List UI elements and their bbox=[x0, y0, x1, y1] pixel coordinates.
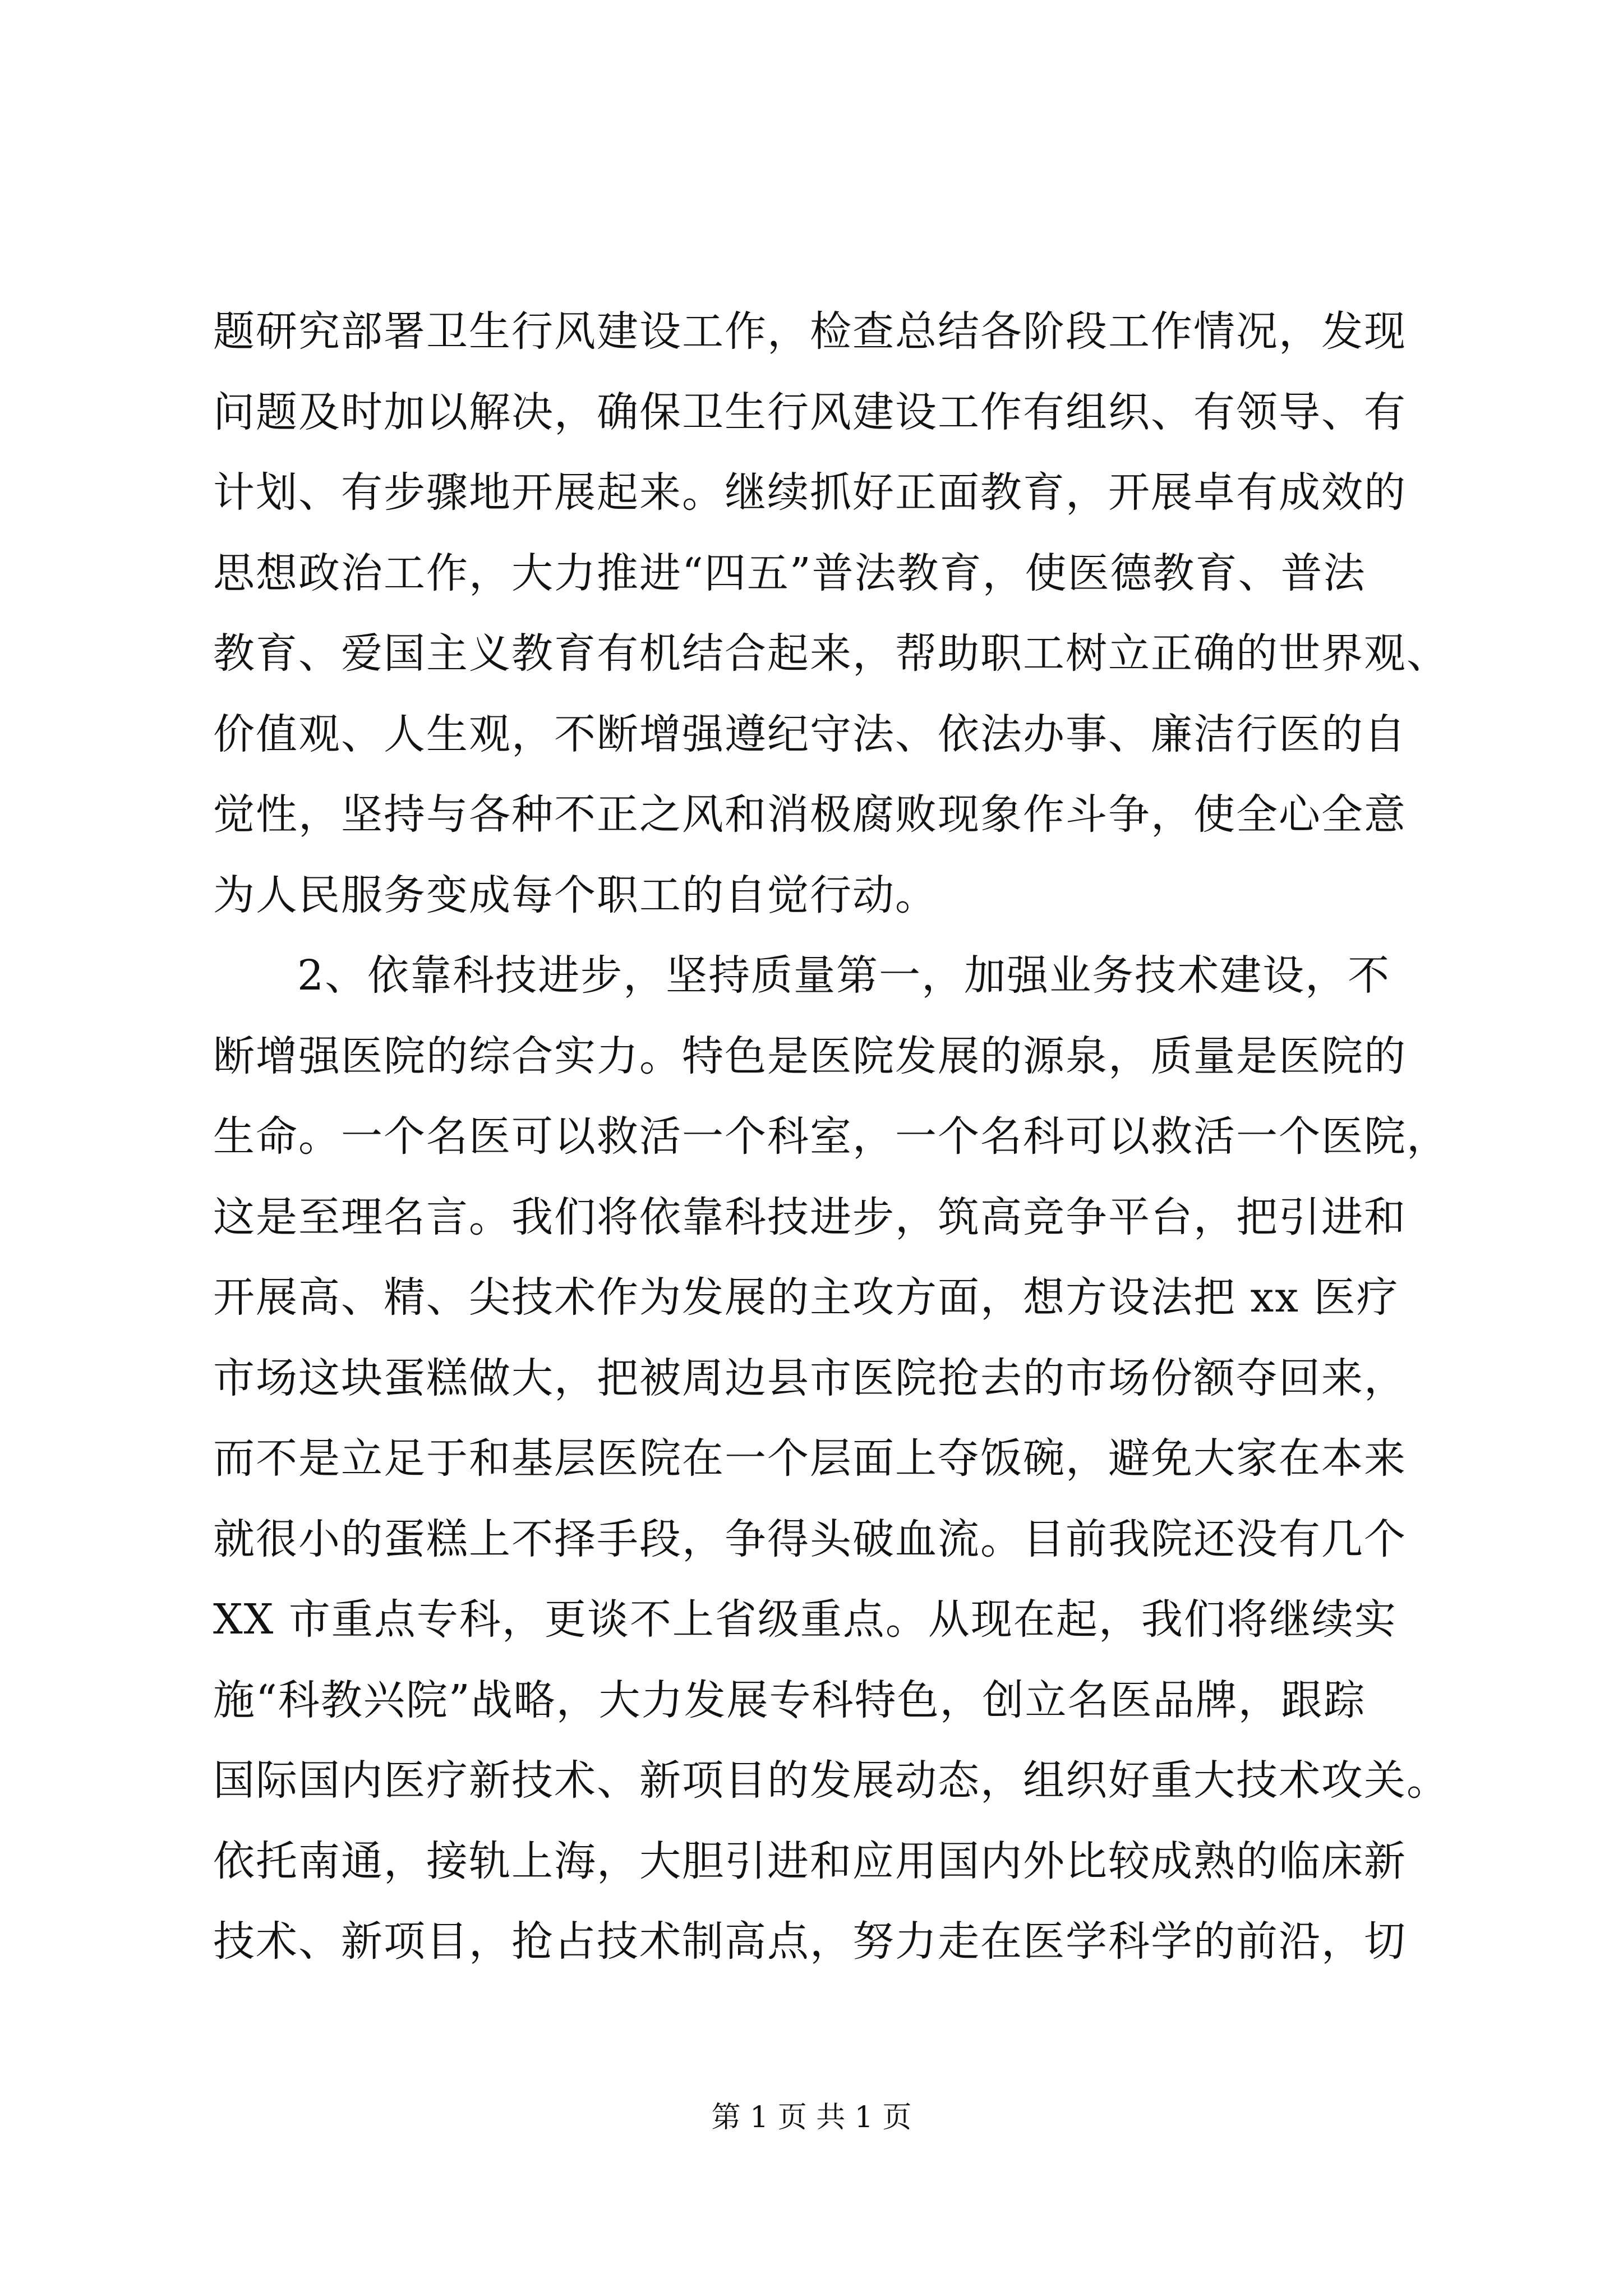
document-body bbox=[213, 292, 1449, 1982]
text-line: 这是至理名言。我们将依靠科技进步，筑高竞争平台，把引进和 bbox=[213, 1193, 1407, 1241]
page-footer bbox=[0, 2098, 1623, 2137]
text-line: 价值观、人生观，不断增强遵纪守法、依法办事、廉洁行医的自 bbox=[213, 710, 1407, 758]
text-line: 就很小的蛋糕上不择手段，争得头破血流。目前我院还没有几个 bbox=[213, 1515, 1407, 1563]
text-line: 题研究部署卫生行风建设工作，检查总结各阶段工作情况，发现 bbox=[213, 307, 1407, 356]
paragraph-1 bbox=[213, 292, 1449, 936]
text-line: 施“科教兴院”战略，大力发展专科特色，创立名医品牌，跟踪 bbox=[213, 1676, 1366, 1724]
page-number: 第 1 页 共 1 页 bbox=[711, 2101, 912, 2134]
text-line: 生命。一个名医可以救活一个科室，一个名科可以救活一个医院， bbox=[213, 1112, 1449, 1161]
text-line: 开展高、精、尖技术作为发展的主攻方面，想方设法把 xx 医疗 bbox=[213, 1273, 1399, 1322]
text-line: 而不是立足于和基层医院在一个层面上夺饭碗，避免大家在本来 bbox=[213, 1434, 1407, 1483]
text-line: 依托南通，接轨上海，大胆引进和应用国内外比较成熟的临床新 bbox=[213, 1837, 1407, 1885]
text-line: 教育、爱国主义教育有机结合起来，帮助职工树立正确的世界观、 bbox=[213, 629, 1449, 678]
text-line: 为人民服务变成每个职工的自觉行动。 bbox=[213, 871, 938, 919]
text-line: 问题及时加以解决，确保卫生行风建设工作有组织、有领导、有 bbox=[213, 388, 1407, 436]
text-line: 思想政治工作，大力推进“四五”普法教育，使医德教育、普法 bbox=[213, 549, 1366, 597]
text-line: XX 市重点专科，更谈不上省级重点。从现在起，我们将继续实 bbox=[213, 1595, 1397, 1644]
paragraph-2 bbox=[213, 936, 1449, 1982]
text-line: 国际国内医疗新技术、新项目的发展动态，组织好重大技术攻关。 bbox=[213, 1756, 1449, 1805]
text-line: 计划、有步骤地开展起来。继续抓好正面教育，开展卓有成效的 bbox=[213, 468, 1407, 517]
text-line: 市场这块蛋糕做大，把被周边县市医院抢去的市场份额夺回来， bbox=[213, 1354, 1407, 1402]
text-line: 觉性，坚持与各种不正之风和消极腐败现象作斗争，使全心全意 bbox=[213, 790, 1407, 839]
text-line: 2、依靠科技进步，坚持质量第一，加强业务技术建设，不 bbox=[297, 951, 1391, 1000]
text-line: 断增强医院的综合实力。特色是医院发展的源泉，质量是医院的 bbox=[213, 1032, 1407, 1080]
text-line: 技术、新项目，抢占技术制高点，努力走在医学科学的前沿，切 bbox=[213, 1917, 1407, 1966]
